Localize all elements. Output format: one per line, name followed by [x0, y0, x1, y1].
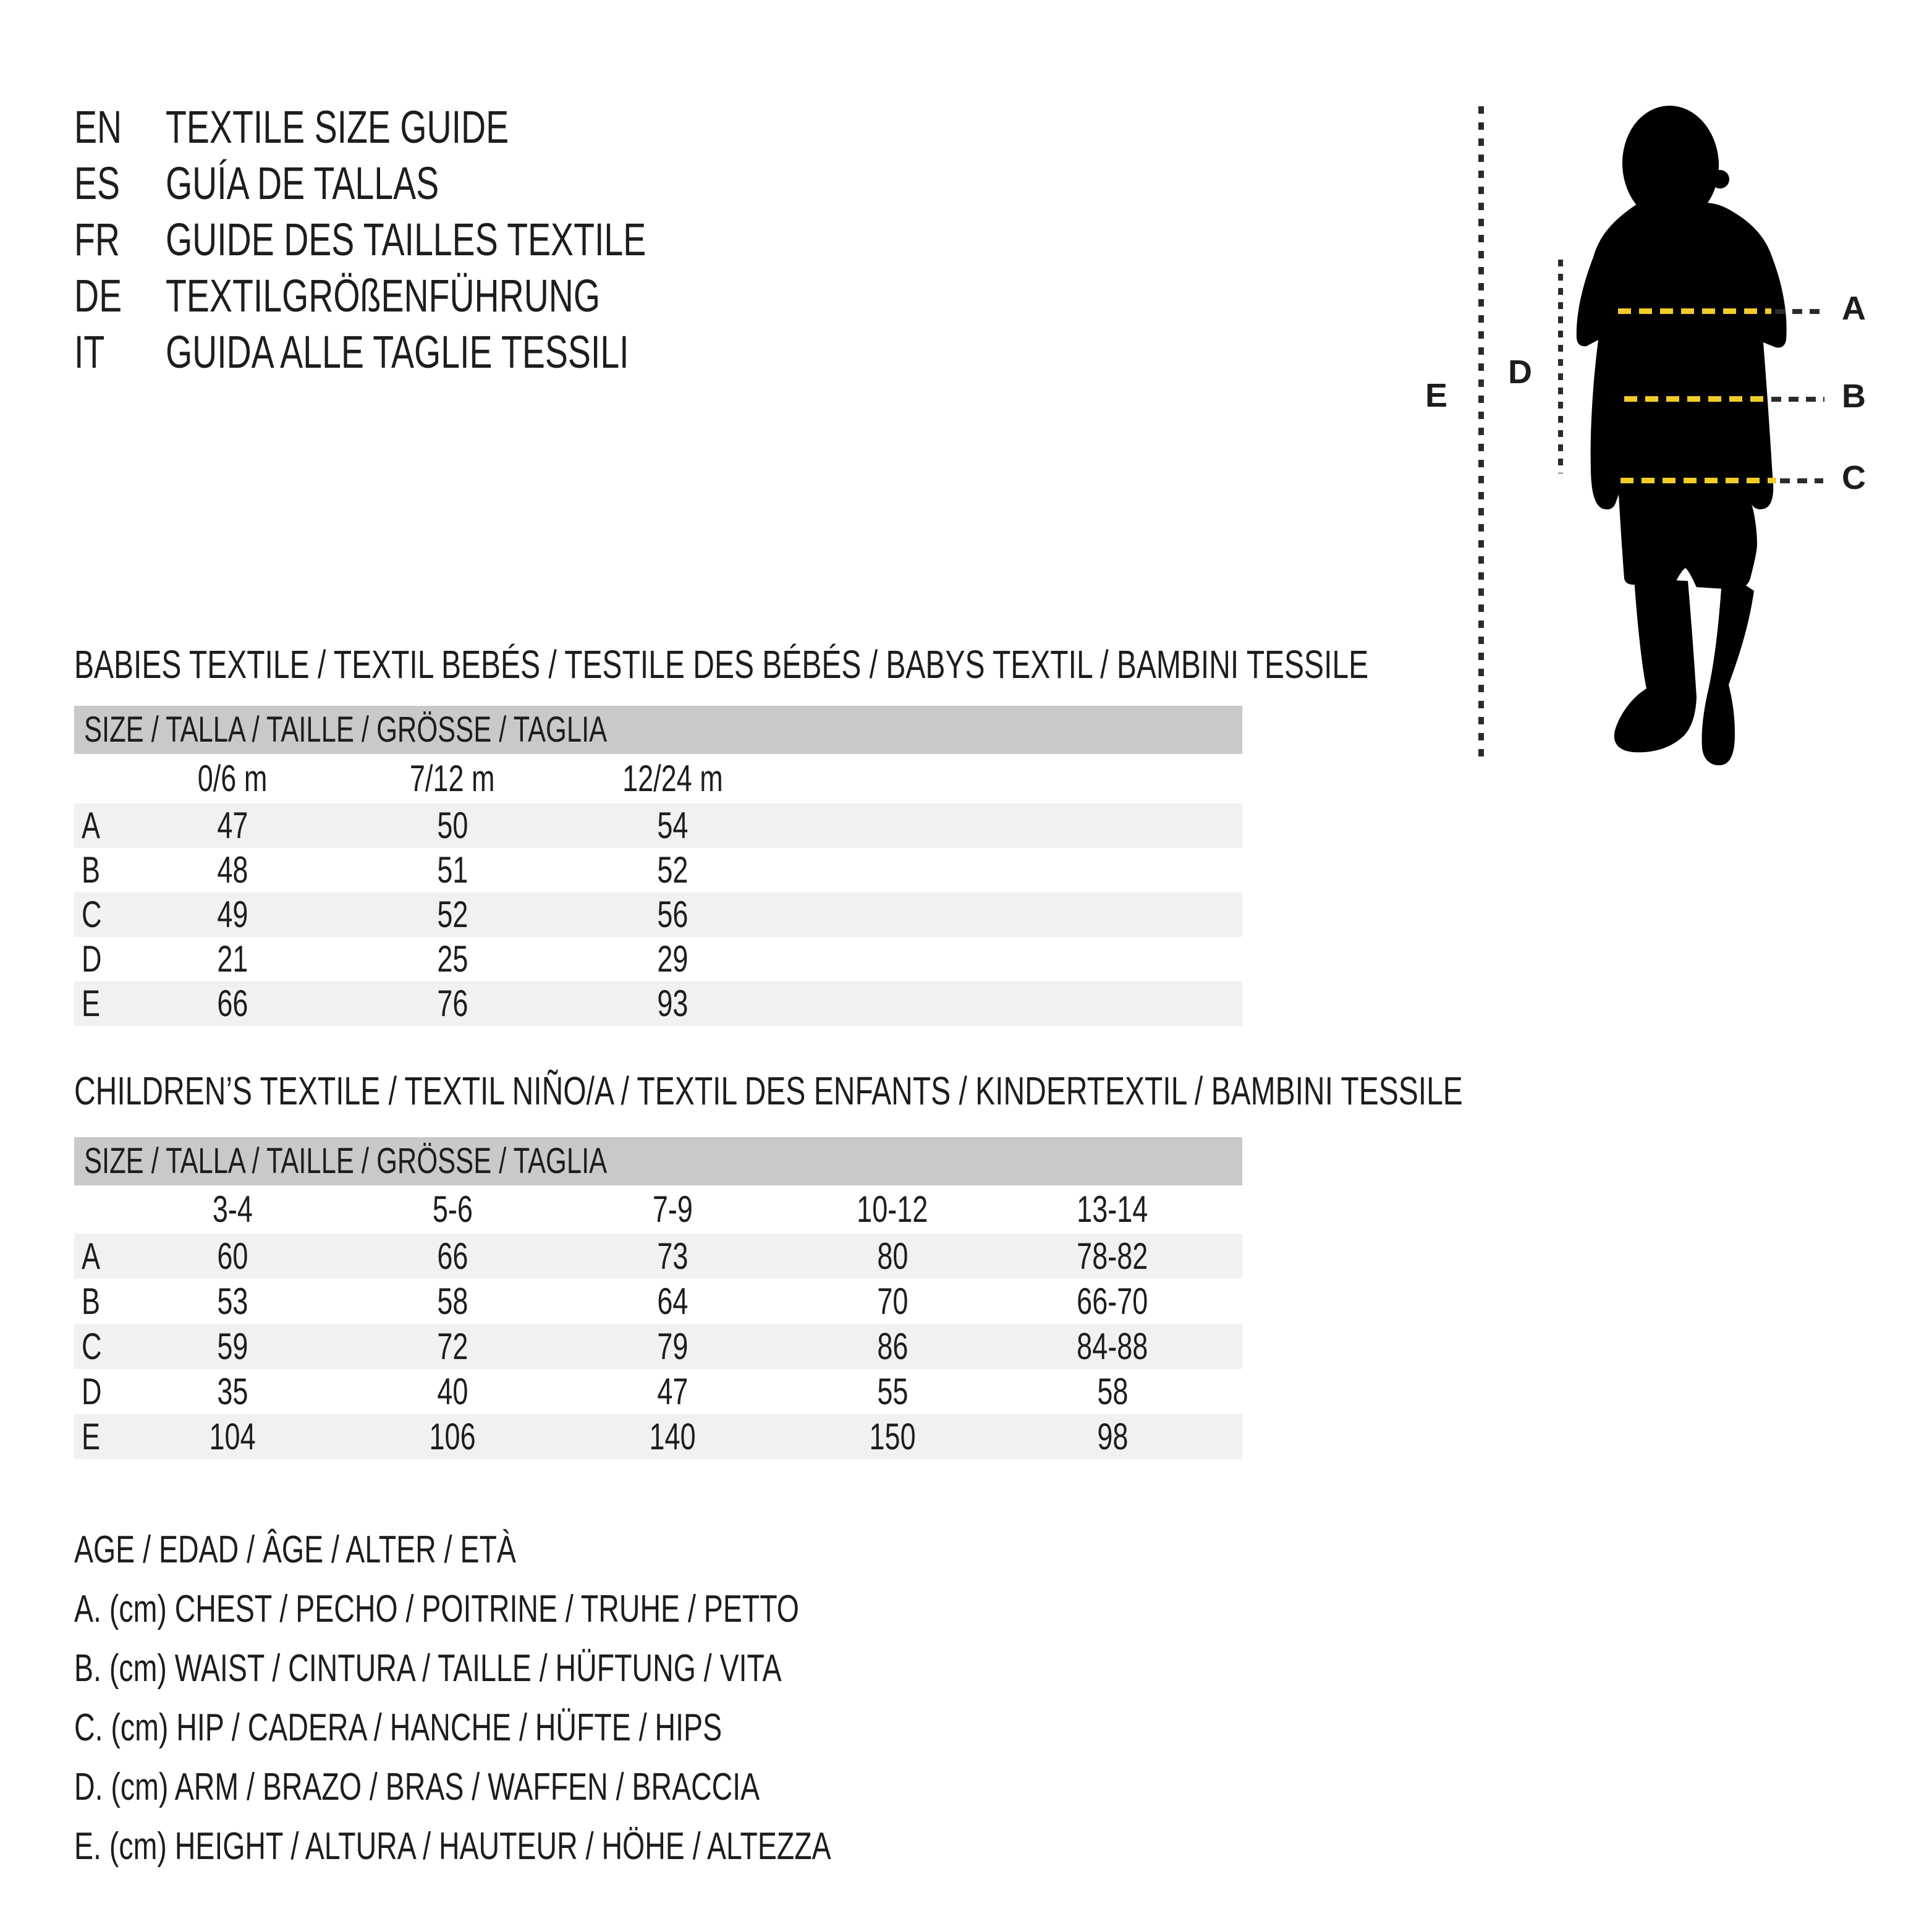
cell-value: 104 [209, 1415, 256, 1457]
row-label: B [82, 849, 101, 891]
hip-measure-line-c [1621, 478, 1776, 483]
chest-measure-leader-a [1775, 309, 1824, 314]
language-title: TEXTILE SIZE GUIDE [166, 101, 509, 153]
legend-line-arm: D. (cm) ARM / BRAZO / BRAS / WAFFEN / BRACCIA [74, 1766, 760, 1808]
table-row [74, 1234, 1242, 1279]
row-label: C [82, 894, 102, 935]
table-row [74, 937, 1242, 981]
language-code: FR [74, 214, 120, 265]
legend-line-height: E. (cm) HEIGHT / ALTURA / HAUTEUR / HÖHE / ALTEZZA [74, 1825, 831, 1868]
column-header: 5-6 [432, 1188, 473, 1230]
language-title: GUIDE DES TAILLES TEXTILE [166, 214, 646, 265]
cell-value: 21 [216, 938, 248, 980]
table-row [74, 1279, 1242, 1324]
waist-measure-leader-b [1771, 397, 1824, 402]
babies-section-heading: BABIES TEXTILE / TEXTIL BEBÉS / TESTILE DES BÉBÉS / BABYS TEXTIL / BAMBINI TESSILE [74, 642, 1369, 687]
legend-line-chest: A. (cm) CHEST / PECHO / POITRINE / TRUHE / PETTO [74, 1588, 799, 1630]
row-label: E [82, 1415, 101, 1457]
row-label: C [82, 1325, 102, 1367]
language-row-de [74, 268, 806, 324]
cell-value: 51 [436, 849, 468, 891]
cell-value: 55 [876, 1370, 909, 1412]
column-header: 7-9 [652, 1188, 693, 1230]
legend-line-hip: C. (cm) HIP / CADERA / HANCHE / HÜFTE / HIPS [74, 1706, 722, 1749]
language-title-list [74, 99, 806, 380]
measure-label-d: D [1508, 354, 1532, 391]
cell-value: 40 [436, 1370, 468, 1412]
cell-value: 84-88 [1077, 1325, 1148, 1367]
legend-line-waist: B. (cm) WAIST / CINTURA / TAILLE / HÜFTUNG / VITA [74, 1647, 782, 1690]
measure-label-e: E [1425, 377, 1448, 414]
language-code: IT [74, 326, 105, 378]
cell-value: 29 [656, 938, 688, 980]
cell-value: 140 [649, 1415, 696, 1457]
column-header: 7/12 m [410, 758, 495, 799]
column-header: 10-12 [857, 1188, 928, 1230]
table-header-bar: SIZE / TALLA / TAILLE / GRÖSSE / TAGLIA [74, 706, 1242, 754]
cell-value: 59 [216, 1325, 248, 1367]
column-header: 0/6 m [197, 758, 268, 799]
measure-label-a: A [1842, 290, 1866, 327]
children-section-heading: CHILDREN’S TEXTILE / TEXTIL NIÑO/A / TEXTIL DES ENFANTS / KINDERTEXTIL / BAMBINI TESSILE [74, 1069, 1463, 1113]
table-row [74, 1414, 1242, 1459]
cell-value: 98 [1096, 1415, 1129, 1457]
cell-value: 50 [436, 805, 468, 846]
language-title: GUÍA DE TALLAS [166, 158, 439, 209]
cell-value: 73 [656, 1235, 688, 1277]
cell-value: 93 [656, 983, 688, 1024]
cell-value: 86 [876, 1325, 909, 1367]
column-header: 12/24 m [622, 758, 723, 799]
column-header: 3-4 [212, 1188, 253, 1230]
legend-line-age: AGE / EDAD / ÂGE / ALTER / ETÀ [74, 1528, 516, 1571]
table-row [74, 803, 1242, 848]
cell-value: 66-70 [1077, 1280, 1148, 1322]
cell-value: 54 [656, 805, 688, 846]
measure-label-c: C [1842, 459, 1866, 496]
child-silhouette [1570, 105, 1792, 766]
cell-value: 35 [216, 1370, 248, 1412]
row-label: B [82, 1280, 101, 1322]
arm-measure-line-d [1558, 260, 1563, 473]
language-code: DE [74, 270, 122, 321]
table-header-bar: SIZE / TALLA / TAILLE / GRÖSSE / TAGLIA [74, 1137, 1242, 1185]
table-row [74, 1324, 1242, 1369]
cell-value: 58 [1096, 1370, 1129, 1412]
babies-size-table [74, 706, 1242, 1026]
cell-value: 48 [216, 849, 248, 891]
cell-value: 66 [436, 1235, 468, 1277]
language-row-fr [74, 211, 806, 268]
language-row-es [74, 155, 806, 211]
row-label: D [82, 938, 102, 980]
cell-value: 60 [216, 1235, 248, 1277]
cell-value: 79 [656, 1325, 688, 1367]
language-code: EN [74, 101, 122, 153]
table-row [74, 1369, 1242, 1414]
row-label: E [82, 983, 101, 1024]
cell-value: 52 [656, 849, 688, 891]
hip-measure-leader-c [1780, 478, 1823, 483]
cell-value: 53 [216, 1280, 248, 1322]
cell-value: 66 [216, 983, 248, 1024]
table-column-headers [74, 754, 1242, 803]
cell-value: 72 [436, 1325, 468, 1367]
language-title: GUIDA ALLE TAGLIE TESSILI [166, 326, 629, 378]
cell-value: 56 [656, 894, 688, 935]
cell-value: 76 [436, 983, 468, 1024]
cell-value: 52 [436, 894, 468, 935]
row-label: A [82, 805, 101, 846]
language-row-en [74, 99, 806, 155]
table-row [74, 981, 1242, 1026]
table-row [74, 892, 1242, 937]
language-title: TEXTILGRÖßENFÜHRUNG [166, 270, 601, 321]
measure-label-b: B [1842, 378, 1866, 415]
cell-value: 70 [876, 1280, 909, 1322]
waist-measure-line-b [1624, 396, 1768, 402]
measurement-legend [74, 1520, 1083, 1876]
cell-value: 78-82 [1077, 1235, 1148, 1277]
table-row [74, 848, 1242, 892]
column-header: 13-14 [1077, 1188, 1148, 1230]
language-code: ES [74, 158, 121, 209]
cell-value: 58 [436, 1280, 468, 1322]
cell-value: 47 [216, 805, 248, 846]
row-label: A [82, 1235, 101, 1277]
cell-value: 25 [436, 938, 468, 980]
children-size-table [74, 1137, 1242, 1459]
table-column-headers [74, 1185, 1242, 1234]
cell-value: 49 [216, 894, 248, 935]
chest-measure-line-a [1618, 308, 1771, 314]
cell-value: 150 [869, 1415, 916, 1457]
cell-value: 106 [429, 1415, 476, 1457]
row-label: D [82, 1370, 102, 1412]
language-row-it [74, 324, 806, 380]
cell-value: 80 [876, 1235, 909, 1277]
cell-value: 47 [656, 1370, 688, 1412]
cell-value: 64 [656, 1280, 688, 1322]
